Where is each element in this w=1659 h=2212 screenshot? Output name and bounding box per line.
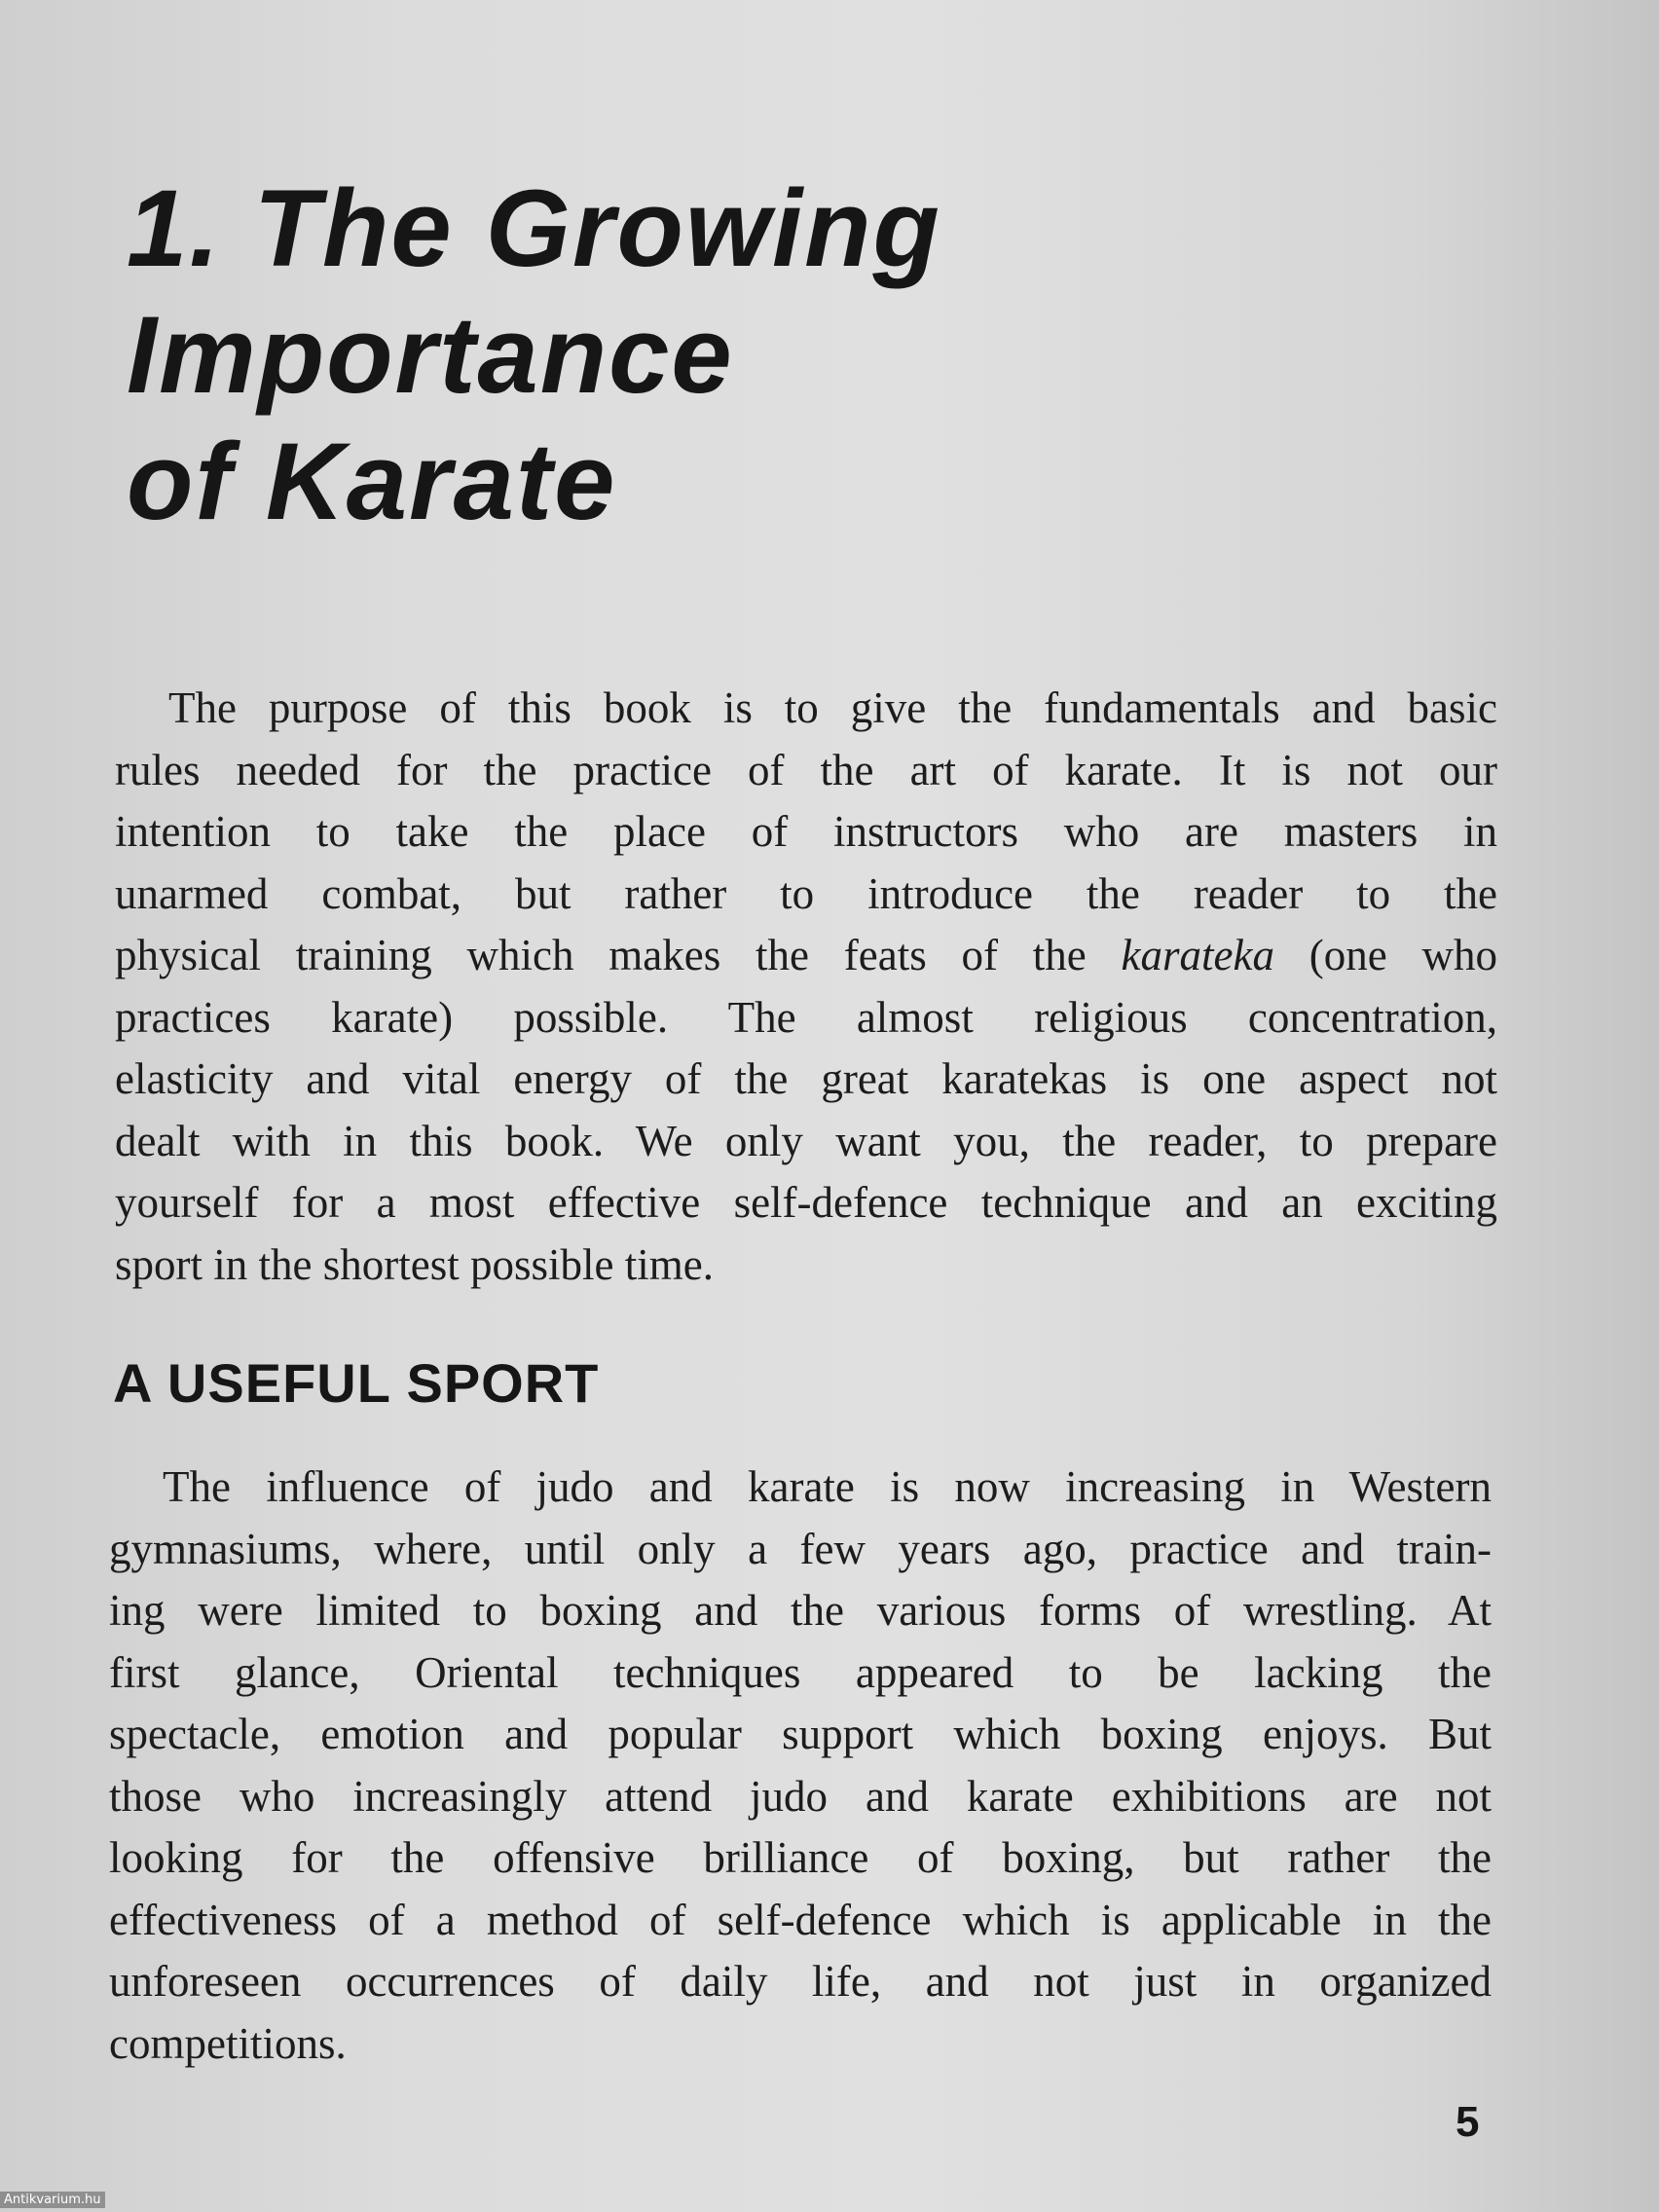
paragraph-line: ing were limited to boxing and the various forms of wrestling. At — [109, 1586, 1492, 1635]
paragraph-line: yourself for a most effective self-defence technique and an exciting — [115, 1178, 1497, 1227]
paragraph-line: those who increasingly attend judo and karate exhibitions are not — [109, 1771, 1492, 1821]
italic-term: karateka — [1121, 931, 1274, 979]
paragraph-line: unforeseen occurrences of daily life, and not just in organized — [109, 1957, 1492, 2006]
paragraph-line: unarmed combat, but rather to introduce the reader to the — [115, 868, 1497, 918]
paragraph-line: elasticity and vital energy of the great karatekas is one aspect not — [115, 1054, 1497, 1103]
paragraph-line: looking for the offensive brilliance of boxing, but rather the — [109, 1833, 1492, 1882]
watermark: Antikvarium.hu — [0, 2192, 105, 2208]
paragraph-line: The influence of judo and karate is now increasing in Western — [163, 1462, 1492, 1511]
paragraph-line: sport in the shortest possible time. — [115, 1239, 714, 1289]
paragraph-line: dealt with in this book. We only want you, the reader, to prepare — [115, 1116, 1497, 1165]
section-heading: A USEFUL SPORT — [113, 1352, 600, 1414]
paragraph-line: The purpose of this book is to give the fundamentals and basic — [168, 683, 1497, 732]
paragraph-line: rules needed for the practice of the art of karate. It is not our — [115, 745, 1497, 794]
paragraph-line: practices karate) possible. The almost religious concentration, — [115, 992, 1497, 1042]
paragraph-line: effectiveness of a method of self-defence which is applicable in the — [109, 1895, 1492, 1944]
chapter-title-line-2: of Karate — [127, 421, 617, 542]
chapter-title-line-1: 1. The Growing Importance — [127, 167, 941, 416]
paragraph-line-with-term — [115, 925, 1497, 987]
paragraph-line: competitions. — [109, 2018, 347, 2068]
paragraph-line: first glance, Oriental techniques appeared to be lacking the — [109, 1647, 1492, 1697]
section-paragraph — [109, 1456, 1492, 2075]
intro-paragraph — [115, 678, 1497, 1296]
paragraph-line-tail: (one who — [1273, 931, 1497, 979]
paragraph-line: intention to take the place of instructors who are masters in — [115, 807, 1497, 856]
paragraph-line: spectacle, emotion and popular support which boxing enjoys. But — [109, 1710, 1492, 1758]
paragraph-line: gymnasiums, where, until only a few years ago, practice and train- — [109, 1524, 1492, 1573]
paragraph-line-head: physical training which makes the feats of the — [115, 931, 1122, 979]
chapter-title — [127, 166, 1490, 545]
page-number: 5 — [1456, 2098, 1480, 2146]
